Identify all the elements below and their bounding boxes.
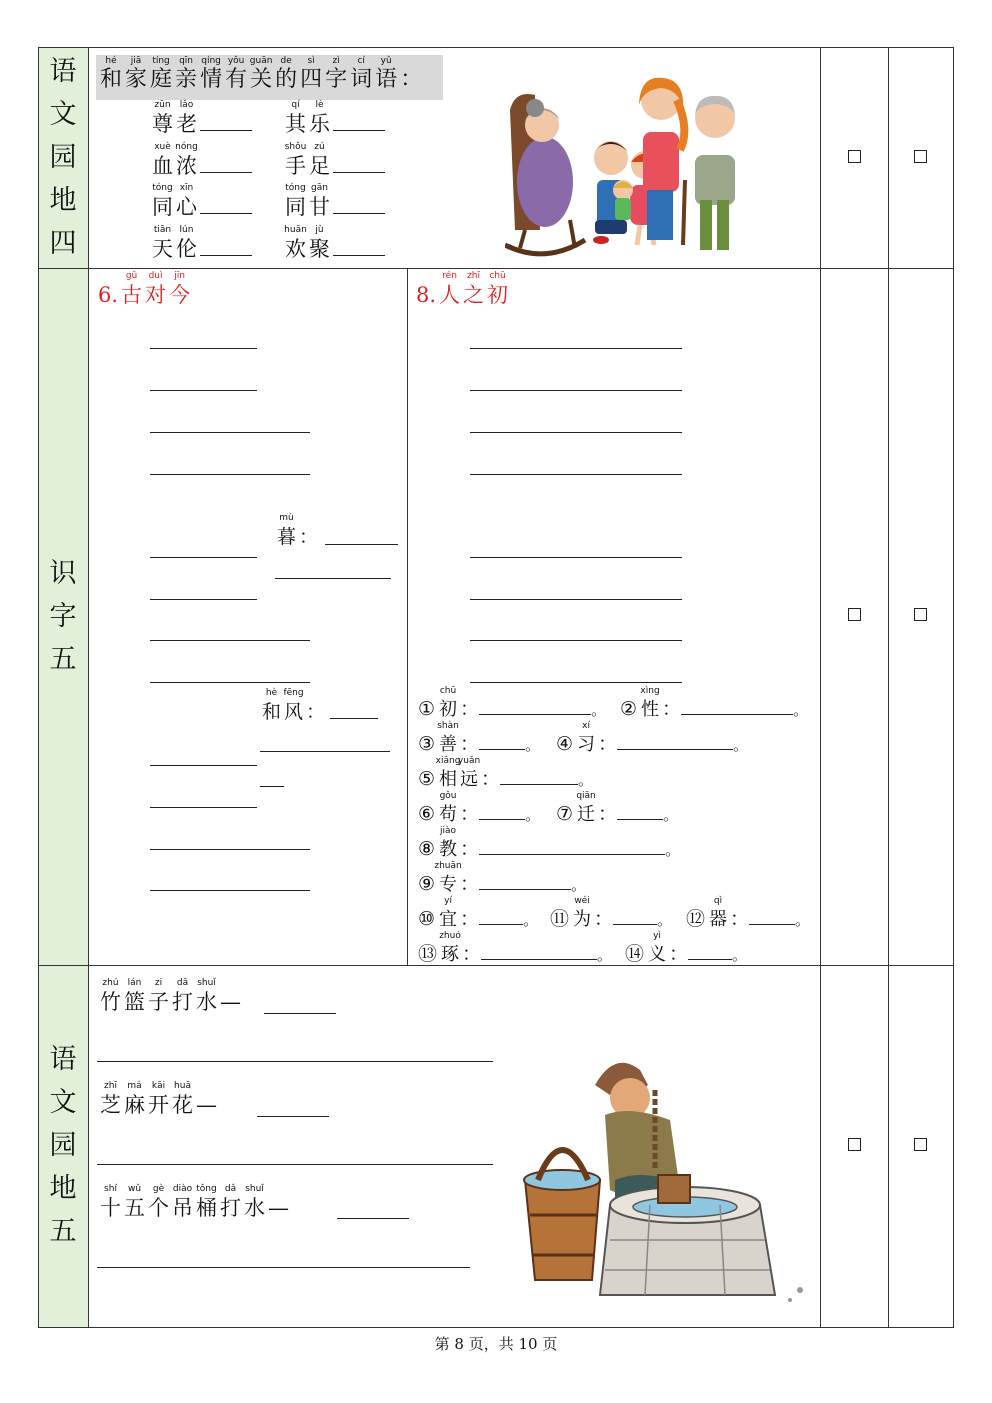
- hanzi-char: lán 篮: [124, 990, 145, 1014]
- hanzi-char: gān 甘: [309, 195, 330, 219]
- pinyin: guān: [249, 56, 273, 66]
- hanzi-char: —: [220, 990, 241, 1014]
- answer-line: [470, 640, 682, 641]
- pinyin: huā: [174, 1081, 191, 1091]
- checkbox[interactable]: [848, 1138, 861, 1151]
- pinyin: zūn: [154, 100, 171, 110]
- hanzi-char: lè 乐: [309, 112, 330, 136]
- hanzi-char: huān 欢: [285, 237, 306, 261]
- pinyin: hé: [105, 56, 117, 66]
- hanzi-char: shuǐ 水: [244, 1196, 265, 1220]
- hanzi-char: de 的: [275, 68, 297, 92]
- pinyin: huān: [284, 225, 307, 235]
- answer-blank[interactable]: [613, 906, 657, 925]
- answer-line: [97, 1267, 470, 1268]
- pinyin: hè: [265, 688, 278, 698]
- answer-blank[interactable]: [479, 801, 525, 820]
- hanzi-char: —: [196, 1093, 217, 1117]
- answer-blank[interactable]: [200, 237, 252, 256]
- answer-blank[interactable]: [333, 237, 385, 256]
- pinyin: tǒng: [196, 1184, 217, 1194]
- hanzi-char: yí 宜: [439, 908, 457, 932]
- hanzi-char: ：: [400, 67, 423, 92]
- pinyin: zhuān: [434, 861, 462, 871]
- answer-line: [330, 718, 378, 719]
- answer-line: [150, 849, 310, 850]
- period: 。: [733, 736, 749, 754]
- section-title-char: 五: [49, 644, 77, 675]
- checkbox[interactable]: [848, 150, 861, 163]
- hanzi-char: tóng 同: [285, 195, 306, 219]
- hanzi-char: lún 伦: [176, 237, 197, 261]
- colon: ：: [598, 803, 618, 825]
- colon: ：: [662, 698, 682, 720]
- hanzi-char: yǒu 有: [225, 68, 247, 92]
- pinyin: yuǎn: [457, 756, 481, 766]
- answer-line: [260, 751, 390, 752]
- item-number: ⑨: [418, 873, 436, 895]
- hanzi-char: shuǐ 水: [196, 990, 217, 1014]
- pinyin: nóng: [175, 142, 198, 152]
- col-divider: [888, 47, 889, 1328]
- answer-blank[interactable]: [200, 195, 252, 214]
- hanzi-char: jiā 家: [125, 68, 147, 92]
- pinyin: tiān: [153, 225, 172, 235]
- section-title-char: 五: [49, 1216, 77, 1247]
- colon: ：: [460, 698, 480, 720]
- section-title-char: 识: [49, 558, 77, 589]
- family-illustration: [505, 70, 765, 265]
- period: 。: [793, 701, 809, 719]
- section-title-char: 语: [49, 1044, 77, 1075]
- hanzi-char: qì 器: [709, 908, 727, 932]
- lesson8-item: [556, 721, 749, 757]
- checkbox[interactable]: [914, 1138, 927, 1151]
- family-word: [285, 183, 385, 219]
- pinyin: yǒu: [227, 56, 245, 66]
- well-illustration: [520, 1030, 815, 1310]
- period: 。: [591, 701, 607, 719]
- answer-line: [260, 786, 284, 787]
- period: 。: [525, 806, 541, 824]
- family-word: [152, 183, 252, 219]
- pinyin: xìng: [640, 686, 660, 696]
- hanzi-char: tíng 庭: [150, 68, 172, 92]
- section-title-char: 地: [49, 1173, 77, 1204]
- hanzi-char: qí 其: [285, 112, 306, 136]
- pinyin: sì: [307, 56, 315, 66]
- family-heading-text: [100, 56, 425, 92]
- pinyin: xīn: [179, 183, 194, 193]
- lesson8-item: [686, 896, 811, 932]
- item-number: ⑤: [418, 768, 436, 790]
- period: 。: [578, 771, 594, 789]
- pinyin: gān: [311, 183, 328, 193]
- colon: ：: [594, 908, 614, 930]
- pinyin: gè: [152, 1184, 165, 1194]
- answer-blank[interactable]: [479, 906, 523, 925]
- answer-blank[interactable]: [479, 871, 571, 890]
- hanzi-char: zūn 尊: [152, 112, 173, 136]
- item-number: ⑥: [418, 803, 436, 825]
- lesson8-item: [418, 931, 613, 967]
- hanzi-char: wéi 为: [573, 908, 591, 932]
- item-number: ⑧: [418, 838, 436, 860]
- section-title-char: 四: [49, 228, 77, 259]
- hanzi-char: yǔ 语: [375, 68, 397, 92]
- pinyin: wǔ: [127, 1184, 142, 1194]
- answer-blank[interactable]: [749, 906, 795, 925]
- pinyin: zhī: [104, 1081, 117, 1091]
- col-divider: [88, 47, 89, 1328]
- item-number: ⑦: [556, 803, 574, 825]
- pinyin: shí: [104, 1184, 117, 1194]
- period: 。: [523, 911, 539, 929]
- pinyin: lún: [179, 225, 194, 235]
- answer-blank[interactable]: [333, 195, 385, 214]
- answer-line: [470, 682, 682, 683]
- lesson8-item: [620, 686, 809, 722]
- answer-blank[interactable]: [500, 766, 578, 785]
- answer-line: [150, 890, 310, 891]
- item-number: ③: [418, 733, 436, 755]
- hanzi-char: gè 个: [148, 1196, 169, 1220]
- answer-blank[interactable]: [200, 154, 252, 173]
- hanzi-char: wǔ 五: [124, 1196, 145, 1220]
- family-word: [284, 225, 385, 261]
- hanzi-char: shí 十: [100, 1196, 121, 1220]
- answer-line: [325, 544, 398, 545]
- checkbox[interactable]: [914, 608, 927, 621]
- item-number: ⑭: [625, 943, 645, 965]
- pinyin: yí: [444, 896, 452, 906]
- pinyin: lè: [315, 100, 324, 110]
- hanzi-char: hé 和: [100, 68, 122, 92]
- hanzi-char: shàn 善: [439, 733, 457, 757]
- answer-blank[interactable]: [479, 731, 525, 750]
- answer-line: [470, 432, 682, 433]
- hanzi-char: duì 对: [145, 283, 166, 307]
- lesson8-title: [416, 271, 511, 307]
- item-number: ⑪: [550, 908, 570, 930]
- answer-line: [470, 348, 682, 349]
- period: 。: [665, 841, 681, 859]
- pinyin: xiāng: [435, 756, 461, 766]
- hanzi-char: zhī 芝: [100, 1093, 121, 1117]
- hanzi-char: ：: [306, 701, 326, 723]
- pinyin: kāi: [151, 1081, 166, 1091]
- hanzi-char: zú 足: [309, 154, 330, 178]
- item-number: ⑫: [686, 908, 706, 930]
- hanzi-char: rén 人: [439, 283, 460, 307]
- colon: ：: [460, 803, 480, 825]
- hanzi-char: —: [268, 1196, 289, 1220]
- answer-blank[interactable]: [481, 941, 597, 960]
- item-number: ①: [418, 698, 436, 720]
- pinyin: mù: [279, 513, 294, 523]
- hanzi-char: chū 初: [439, 698, 457, 722]
- pinyin: jiào: [440, 826, 457, 836]
- answer-blank[interactable]: [688, 941, 732, 960]
- hanzi-char: 8.: [416, 283, 437, 307]
- hanzi-char: tiān 天: [152, 237, 173, 261]
- section-title-char: 园: [49, 142, 77, 173]
- answer-line: [150, 640, 310, 641]
- hanzi-char: xuè 血: [152, 154, 173, 178]
- hanzi-char: jù 聚: [309, 237, 330, 261]
- answer-blank[interactable]: [681, 696, 793, 715]
- pinyin: lán: [127, 978, 142, 988]
- answer-line: [337, 1218, 409, 1219]
- lesson6-title: [98, 271, 193, 307]
- checkbox[interactable]: [848, 608, 861, 621]
- hanzi-char: mù 暮: [277, 525, 296, 549]
- pinyin: xuè: [154, 142, 171, 152]
- answer-line: [150, 599, 257, 600]
- family-word: [284, 142, 385, 178]
- colon: ：: [460, 733, 480, 755]
- hanzi-char: chū 初: [487, 283, 508, 307]
- hanzi-char: shǒu 手: [285, 154, 306, 178]
- hanzi-char: gǔ 古: [121, 283, 142, 307]
- answer-line: [264, 1013, 336, 1014]
- answer-line: [150, 682, 310, 683]
- pinyin: qí: [291, 100, 300, 110]
- answer-line: [470, 599, 682, 600]
- pinyin: yǔ: [380, 56, 392, 66]
- col-divider: [407, 268, 408, 965]
- hanzi-char: yì 义: [648, 943, 666, 967]
- item-number: ⑬: [418, 943, 438, 965]
- period: 。: [525, 736, 541, 754]
- period: 。: [795, 911, 811, 929]
- pinyin: qīn: [179, 56, 194, 66]
- hanzi-char: jiào 教: [439, 838, 457, 862]
- pinyin: yì: [653, 931, 661, 941]
- colon: ：: [598, 733, 618, 755]
- section-title-char: 语: [49, 56, 77, 87]
- lesson8-item: [418, 896, 539, 932]
- pinyin: shǒu: [284, 142, 307, 152]
- answer-blank[interactable]: [617, 731, 733, 750]
- hanzi-char: xiāng 相: [439, 768, 457, 792]
- hanzi-char: jīn 今: [169, 283, 190, 307]
- colon: ：: [481, 768, 501, 790]
- hanzi-char: fēng 风: [284, 700, 303, 724]
- pinyin: lǎo: [179, 100, 194, 110]
- colon: ：: [669, 943, 689, 965]
- hanzi-char: gǒu 苟: [439, 803, 457, 827]
- colon: ：: [460, 908, 480, 930]
- hanzi-char: hè 和: [262, 700, 281, 724]
- hanzi-char: cí 词: [350, 68, 372, 92]
- hanzi-char: kāi 开: [148, 1093, 169, 1117]
- xiehouyu-item: [100, 1184, 292, 1220]
- page-footer: 第 8 页，共 10 页: [434, 1335, 558, 1353]
- xiehouyu-item: [100, 1081, 220, 1117]
- item-number: ④: [556, 733, 574, 755]
- pinyin: shuǐ: [197, 978, 216, 988]
- colon: ：: [460, 873, 480, 895]
- pinyin: dǎ: [176, 978, 189, 988]
- family-word: [152, 225, 252, 261]
- item-number: ②: [620, 698, 638, 720]
- hanzi-char: zhī 之: [463, 283, 484, 307]
- hanzi-char: xí 习: [577, 733, 595, 757]
- answer-blank[interactable]: [479, 836, 665, 855]
- pinyin: de: [280, 56, 292, 66]
- colon: ：: [460, 838, 480, 860]
- answer-line: [150, 807, 257, 808]
- hanzi-char: qíng 情: [200, 68, 222, 92]
- hanzi-char: zhuó 琢: [441, 943, 459, 967]
- hanzi-char: zhú 竹: [100, 990, 121, 1014]
- lesson8-item: [556, 791, 679, 827]
- hanzi-char: má 麻: [124, 1093, 145, 1117]
- answer-line: [150, 390, 257, 391]
- lesson8-item: [418, 826, 681, 862]
- hanzi-char: nóng 浓: [176, 154, 197, 178]
- hanzi-char: qīn 亲: [175, 68, 197, 92]
- hanzi-char: sì 四: [300, 68, 322, 92]
- pinyin: zi: [154, 978, 163, 988]
- pinyin: tíng: [152, 56, 170, 66]
- answer-line: [150, 557, 257, 558]
- colon: ：: [462, 943, 482, 965]
- pinyin: tóng: [285, 183, 306, 193]
- answer-line: [470, 474, 682, 475]
- hanzi-char: tóng 同: [152, 195, 173, 219]
- hanzi-char: 6.: [98, 283, 119, 307]
- pinyin: dǎ: [224, 1184, 237, 1194]
- pinyin: wéi: [574, 896, 590, 906]
- pinyin: tóng: [152, 183, 173, 193]
- hanzi-char: qiān 迁: [577, 803, 595, 827]
- section-title-char: 字: [49, 601, 77, 632]
- answer-line: [257, 1116, 329, 1117]
- hanzi-char: xīn 心: [176, 195, 197, 219]
- hanzi-char: dǎ 打: [220, 1196, 241, 1220]
- section-title-char: 文: [49, 99, 77, 130]
- section-title-yuwen-5: [38, 1038, 88, 1253]
- pinyin: qíng: [201, 56, 221, 66]
- answer-blank[interactable]: [333, 154, 385, 173]
- pinyin: zì: [332, 56, 340, 66]
- pinyin: duì: [148, 271, 163, 281]
- hanzi-char: tǒng 桶: [196, 1196, 217, 1220]
- answer-blank[interactable]: [333, 112, 385, 131]
- lesson8-item: [418, 721, 541, 757]
- xiehouyu-item: [100, 978, 244, 1014]
- pinyin: fēng: [283, 688, 304, 698]
- pinyin: má: [127, 1081, 142, 1091]
- item-number: ⑩: [418, 908, 436, 930]
- hanzi-char: xìng 性: [641, 698, 659, 722]
- period: 。: [663, 806, 679, 824]
- lesson8-item: [418, 756, 594, 792]
- lesson6-word-hefeng: [262, 688, 328, 724]
- pinyin: chū: [489, 271, 506, 281]
- answer-line: [275, 578, 391, 579]
- answer-line: [150, 432, 310, 433]
- section-title-char: 地: [49, 185, 77, 216]
- checkbox[interactable]: [914, 150, 927, 163]
- period: 。: [657, 911, 673, 929]
- row-divider: [38, 268, 954, 269]
- period: 。: [732, 946, 748, 964]
- pinyin: zú: [314, 142, 325, 152]
- lesson8-item: [418, 686, 607, 722]
- answer-line: [97, 1061, 493, 1062]
- hanzi-char: ：: [299, 526, 319, 548]
- family-word: [152, 100, 252, 136]
- pinyin: rén: [442, 271, 457, 281]
- pinyin: gǔ: [125, 271, 138, 281]
- pinyin: shàn: [437, 721, 459, 731]
- hanzi-char: diào 吊: [172, 1196, 193, 1220]
- lesson8-item: [625, 931, 748, 967]
- lesson8-item: [550, 896, 673, 932]
- section-title-yuwen-4: [38, 50, 88, 265]
- answer-blank[interactable]: [617, 801, 663, 820]
- period: 。: [571, 876, 587, 894]
- hanzi-char: lǎo 老: [176, 112, 197, 136]
- section-title-char: 园: [49, 1130, 77, 1161]
- pinyin: zhú: [102, 978, 119, 988]
- hanzi-char: huā 花: [172, 1093, 193, 1117]
- pinyin: jiā: [130, 56, 142, 66]
- pinyin: qì: [713, 896, 723, 906]
- answer-line: [97, 1164, 493, 1165]
- pinyin: xí: [582, 721, 590, 731]
- pinyin: gǒu: [439, 791, 457, 801]
- family-word: [152, 142, 252, 178]
- pinyin: jīn: [174, 271, 185, 281]
- hanzi-char: yuǎn 远: [460, 768, 478, 792]
- pinyin: zhī: [467, 271, 481, 281]
- lesson6-word-mu: [277, 513, 321, 549]
- col-divider: [820, 47, 821, 1328]
- pinyin: jù: [315, 225, 324, 235]
- lesson8-item: [418, 791, 541, 827]
- section-title-char: 文: [49, 1087, 77, 1118]
- family-word: [285, 100, 385, 136]
- pinyin: diào: [172, 1184, 193, 1194]
- answer-blank[interactable]: [200, 112, 252, 131]
- hanzi-char: zhuān 专: [434, 861, 462, 895]
- pinyin: qiān: [576, 791, 596, 801]
- answer-line: [470, 557, 682, 558]
- answer-blank[interactable]: [479, 696, 591, 715]
- pinyin: chū: [439, 686, 457, 696]
- answer-line: [150, 348, 257, 349]
- hanzi-char: zi 子: [148, 990, 169, 1014]
- pinyin: cí: [357, 56, 365, 66]
- lesson8-item: [418, 861, 587, 897]
- colon: ：: [730, 908, 750, 930]
- pinyin: zhuó: [439, 931, 461, 941]
- period: 。: [597, 946, 613, 964]
- pinyin: shuǐ: [245, 1184, 264, 1194]
- section-title-shizi-5: [38, 552, 88, 681]
- answer-line: [470, 390, 682, 391]
- answer-line: [150, 474, 310, 475]
- hanzi-char: zì 字: [325, 68, 347, 92]
- answer-line: [150, 765, 257, 766]
- hanzi-char: dǎ 打: [172, 990, 193, 1014]
- hanzi-char: guān 关: [250, 68, 272, 92]
